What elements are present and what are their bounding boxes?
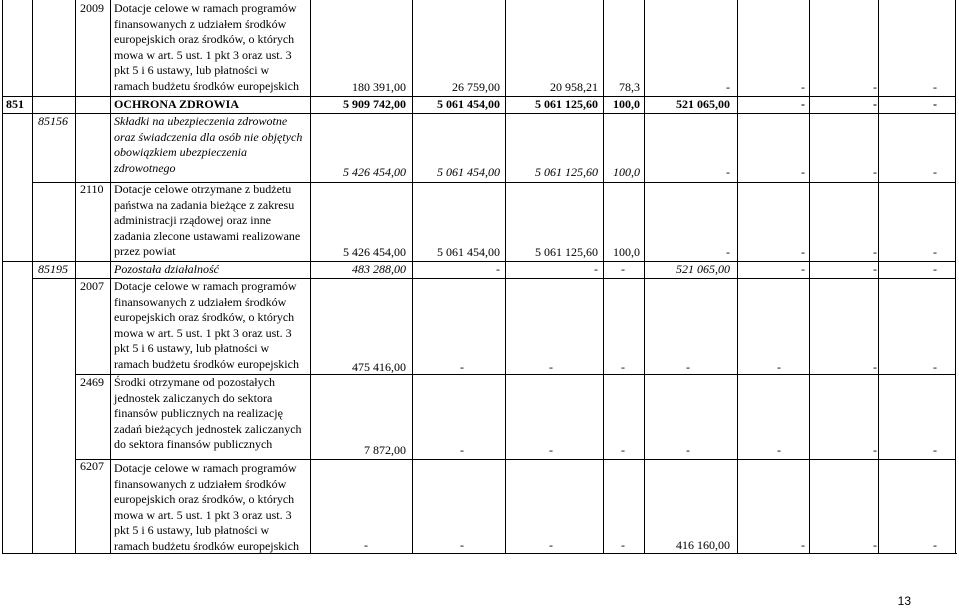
cell-value: - xyxy=(933,245,937,259)
row-description: Dotacje celowe otrzymane z budżetu państwa na zadania bieżące z zakresu administracji rządowej oraz inne zadania zlecone ustawami realizowane przez powiat xyxy=(114,182,301,258)
cell-value: - xyxy=(549,360,553,374)
cell-value: - xyxy=(686,443,690,457)
cell-value: 7 872,00 xyxy=(364,443,406,457)
table-border-left xyxy=(2,0,3,553)
row-description: Składki na ubezpieczenia zdrowotne oraz świadczenia dla osób nie objętych obowiązkiem ubezpieczenia zdrowotnego xyxy=(114,114,303,175)
row-code: 85156 xyxy=(38,114,68,128)
cell-value: - xyxy=(873,538,877,552)
cell-value: 5 061 454,00 xyxy=(437,245,500,259)
cell-value: - xyxy=(549,443,553,457)
cell-value: - xyxy=(726,245,730,259)
cell-value: 180 391,00 xyxy=(352,80,406,94)
row-code: 2469 xyxy=(80,375,104,389)
col-divider xyxy=(110,0,111,553)
cell-value: - xyxy=(873,443,877,457)
cell-value: 5 061 125,60 xyxy=(535,165,598,179)
col-divider xyxy=(878,0,879,553)
page-number: 13 xyxy=(897,594,911,608)
cell-value: - xyxy=(933,360,937,374)
cell-value: - xyxy=(801,538,805,552)
cell-value: 483 288,00 xyxy=(352,262,406,276)
row-code: 85195 xyxy=(38,262,68,276)
cell-value: - xyxy=(460,360,464,374)
col-divider xyxy=(505,0,506,553)
cell-value: - xyxy=(933,538,937,552)
cell-value: - xyxy=(801,165,805,179)
cell-value: 475 416,00 xyxy=(352,360,406,374)
col-divider xyxy=(412,0,413,553)
cell-value: 5 426 454,00 xyxy=(343,245,406,259)
cell-value: - xyxy=(873,262,877,276)
col-divider xyxy=(310,0,311,553)
row-description: Środki otrzymane od pozostałych jednostek zaliczanych do sektora finansów publicznych na realizację zadań bieżących jednostek zaliczanych do sektora finansów publicznych xyxy=(114,375,302,451)
cell-value: - xyxy=(873,245,877,259)
cell-value: 521 065,00 xyxy=(676,262,730,276)
cell-value: - xyxy=(933,165,937,179)
col-divider xyxy=(644,0,645,553)
row-code: 6207 xyxy=(80,459,104,473)
row-code: 2007 xyxy=(80,279,104,293)
cell-value: - xyxy=(777,360,781,374)
row-description: Dotacje celowe w ramach programów finansowanych z udziałem środków europejskich oraz środków, o których mowa w art. 5 ust. 1 pkt 3 oraz ust. 3 pkt 5 i 6 ustawy, lub płatności w ramach budżetu środków europejskich xyxy=(114,279,299,371)
cell-value: - xyxy=(621,538,625,552)
cell-value: 5 909 742,00 xyxy=(343,97,406,111)
cell-value: - xyxy=(460,443,464,457)
cell-value: 5 061 454,00 xyxy=(437,165,500,179)
cell-value: - xyxy=(801,80,805,94)
row-divider xyxy=(75,459,956,460)
col-divider xyxy=(603,0,604,553)
row-code: 2009 xyxy=(80,1,104,15)
cell-value: - xyxy=(777,443,781,457)
cell-value: - xyxy=(621,443,625,457)
cell-value: - xyxy=(873,80,877,94)
cell-value: - xyxy=(801,262,805,276)
cell-value: - xyxy=(933,443,937,457)
row-code: 2110 xyxy=(80,182,104,196)
row-description: OCHRONA ZDROWIA xyxy=(114,97,240,111)
cell-value: - xyxy=(364,538,368,552)
cell-value: - xyxy=(873,97,877,111)
row-description: Pozostała działalność xyxy=(114,262,220,276)
table-border-right xyxy=(955,0,956,553)
cell-value: 78,3 xyxy=(619,80,640,94)
cell-value: 5 061 125,60 xyxy=(535,97,598,111)
cell-value: - xyxy=(460,538,464,552)
cell-value: 5 426 454,00 xyxy=(343,165,406,179)
cell-value: 20 958,21 xyxy=(550,80,598,94)
row-description: Dotacje celowe w ramach programów finansowanych z udziałem środków europejskich oraz środków, o których mowa w art. 5 ust. 1 pkt 3 oraz ust. 3 pkt 5 i 6 ustawy, lub płatności w ramach budżetu środków europejskich xyxy=(114,461,299,553)
cell-value: - xyxy=(933,97,937,111)
cell-value: - xyxy=(686,360,690,374)
cell-value: - xyxy=(594,262,598,276)
cell-value: 521 065,00 xyxy=(676,97,730,111)
cell-value: 100,0 xyxy=(613,165,640,179)
cell-value: - xyxy=(873,360,877,374)
cell-value: - xyxy=(873,165,877,179)
row-description: Dotacje celowe w ramach programów finansowanych z udziałem środków europejskich oraz środków, o których mowa w art. 5 ust. 1 pkt 3 oraz ust. 3 pkt 5 i 6 ustawy, lub płatności w ramach budżetu środków europejskich xyxy=(114,1,299,93)
cell-value: - xyxy=(801,97,805,111)
col-divider xyxy=(32,0,33,553)
cell-value: 416 160,00 xyxy=(676,538,730,552)
cell-value: 100,0 xyxy=(613,245,640,259)
cell-value: - xyxy=(621,360,625,374)
cell-value: - xyxy=(726,165,730,179)
cell-value: - xyxy=(933,80,937,94)
cell-value: - xyxy=(933,262,937,276)
cell-value: 5 061 454,00 xyxy=(437,97,500,111)
cell-value: - xyxy=(801,245,805,259)
cell-value: - xyxy=(496,262,500,276)
col-divider xyxy=(809,0,810,553)
row-code: 851 xyxy=(6,97,24,111)
col-divider xyxy=(737,0,738,553)
cell-value: - xyxy=(549,538,553,552)
cell-value: - xyxy=(621,262,625,276)
cell-value: - xyxy=(726,80,730,94)
cell-value: 5 061 125,60 xyxy=(535,245,598,259)
col-divider xyxy=(75,0,76,553)
cell-value: 26 759,00 xyxy=(452,80,500,94)
cell-value: 100,0 xyxy=(613,97,640,111)
